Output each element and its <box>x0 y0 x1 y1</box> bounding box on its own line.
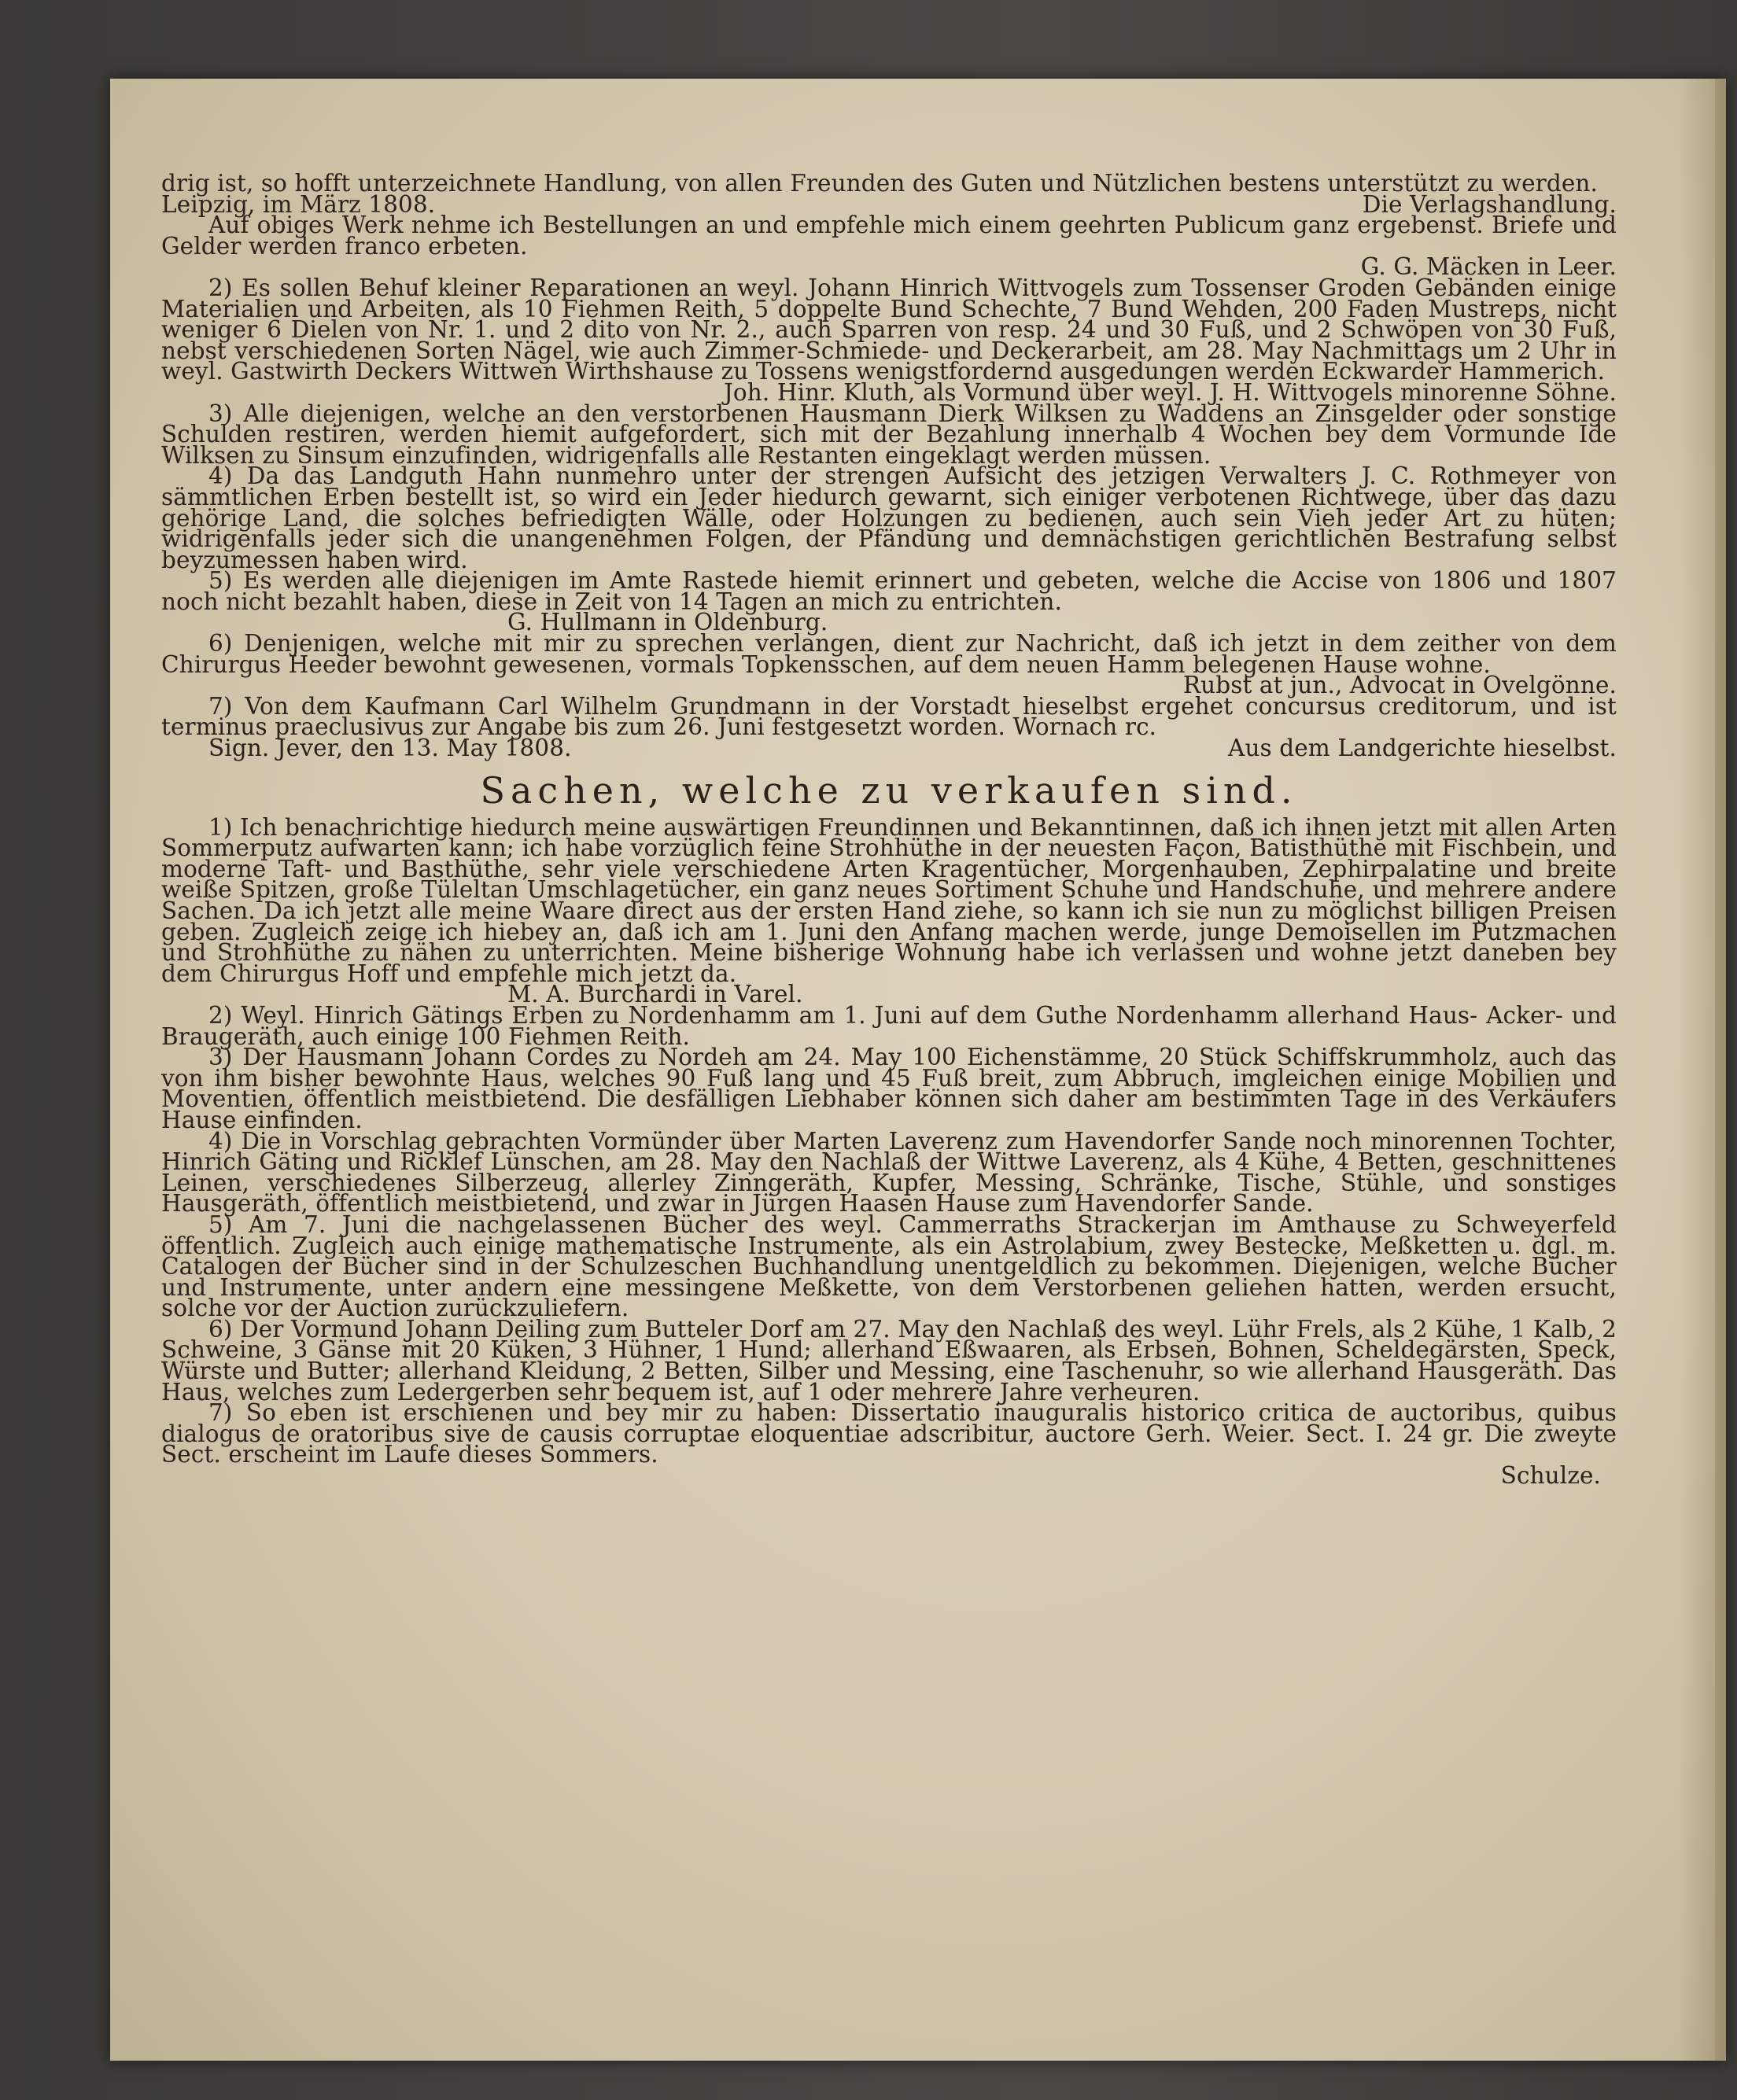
notice-7-signature: Aus dem Landgerichte hieselbst. <box>1228 735 1617 762</box>
intro-place-date: Leipzig, im März 1808. <box>161 190 436 218</box>
sale-3-text: 3) Der Hausmann Johann Cordes zu Nordeh am 24. May 100 Eichenstämme, 20 Stück Schiffskrummholz, auch das von ihm bisher bewohnte Haus, welches 90 Fuß lang und 45 Fuß breit, zum Abbruch, imgleichen einige Mobilien und Moventien, öffentlich meistbietend. Die desfälligen Liebhaber können sich daher am bestimmten Tage in des Verkäufers Hause einfinden. <box>161 1044 1617 1133</box>
intro-signature: Die Verlagshandlung. <box>1362 190 1617 218</box>
sale-7-text: 7) So eben ist erschienen und bey mir zu haben: Dissertatio inauguralis historico critica de auctoribus, quibus dialogus de oratoribus sive de causis corruptae eloquentiae adscribitur, auctore Gerh. Weier. Sect. I. 24 gr. Die zweyte Sect. erscheint im Laufe dieses Sommers. <box>161 1399 1617 1468</box>
notice-6-signature: Rubst at jun., Advocat in Ovelgönne. <box>1182 672 1617 699</box>
intro-offer-text: Auf obiges Werk nehme ich Bestellungen an und empfehle mich einem geehrten Publicum ganz ergebenst. Briefe und Gelder werden franco erbeten. <box>161 212 1617 260</box>
notice-6-text: 6) Denjenigen, welche mit mir zu sprechen verlangen, dient zur Nachricht, daß ich jetzt in dem zeither von dem Chirurgus Heeder bewohnt gewesenen, vormals Topkensschen, auf dem neuen Hamm belegenen Hause wohne. <box>161 630 1617 678</box>
notice-7-text: 7) Von dem Kaufmann Carl Wilhelm Grundmann in der Vorstadt hieselbst ergehet concursus creditorum, und ist terminus praeclusivus zur Angabe bis zum 26. Juni festgesetzt worden. Wornach rc. <box>161 692 1617 741</box>
sale-1-text: 1) Ich benachrichtige hiedurch meine auswärtigen Freundinnen und Bekanntinnen, daß ich ihnen jetzt mit allen Arten Sommerputz aufwarten kann; ich habe vorzüglich feine Strohhüthe in der neuesten Façon, Batisthüthe mit Fischbein, und moderne Taft- und Basthüthe, sehr viele verschiedene Arten Kragentücher, Morgenhauben, Zephirpalatine und breite weiße Spitzen, große Tüleltan Umschlagetücher, ein ganz neues Sortiment Schuhe und Handschuhe, und mehrere andere Sachen. Da ich jetzt alle meine Waare direct aus der ersten Hand ziehe, so kann ich sie nun zu möglichst billigen Preisen geben. Zugleich zeige ich hiebey an, daß ich am 1. Juni den Anfang machen werde, junge Demoisellen im Putzmachen und Strohhüthe zu nähen zu unterrichten. Meine bisherige Wohnung habe ich verlassen und wohne jetzt daneben bey dem Chirurgus Hoff und empfehle mich jetzt da. <box>161 813 1617 987</box>
section-heading: Sachen, welche zu verkaufen sind. <box>480 768 1298 812</box>
sale-2-text: 2) Weyl. Hinrich Gätings Erben zu Nordenhamm am 1. Juni auf dem Guthe Nordenhamm allerhand Haus- Acker- und Braugeräth, auch einige 100 Fiehmen Reith. <box>161 1001 1617 1050</box>
sale-4-text: 4) Die in Vorschlag gebrachten Vormünder über Marten Laverenz zum Havendorfer Sande noch minorennen Tochter, Hinrich Gäting und Ricklef Lünschen, am 28. May den Nachlaß der Wittwe Laverenz, als 4 Kühe, 4 Betten, geschnittenes Leinen, verschiedenes Silberzeug, allerley Zinngeräth, Kupfer, Messing, Schränke, Tische, Stühle, und sonstiges Hausgeräth, öffentlich meistbietend, und zwar in Jürgen Haasen Hause zum Havendorfer Sande. <box>161 1127 1617 1218</box>
notice-3-text: 3) Alle diejenigen, welche an den verstorbenen Hausmann Dierk Wilksen zu Waddens an Zinsgelder oder sonstige Schulden restiren, werden hiemit aufgefordert, sich mit der Bezahlung innerhalb 4 Wochen bey dem Vormunde Ide Wilksen zu Sinsum einzufinden, widrigenfalls alle Restanten eingeklagt werden müssen. <box>161 400 1617 469</box>
sale-6-text: 6) Der Vormund Johann Deiling zum Butteler Dorf am 27. May den Nachlaß des weyl. Lühr Frels, als 2 Kühe, 1 Kalb, 2 Schweine, 3 Gänse mit 20 Küken, 3 Hühner, 1 Hund; allerhand Eßwaaren, als Erbsen, Bohnen, Scheldegärsten, Speck, Würste und Butter; allerhand Kleidung, 2 Betten, Silber und Messing, eine Taschenuhr, so wie allerhand Hausgeräth. Das Haus, welches zum Ledergerben sehr bequem ist, auf 1 oder mehrere Jahre verheuren. <box>161 1315 1617 1406</box>
sale-1-signature: M. A. Burchardi in Varel. <box>507 981 803 1008</box>
page-text <box>161 170 1617 1490</box>
notice-4-text: 4) Da das Landguth Hahn nunmehro unter der strengen Aufsicht des jetzigen Verwalters J. C. Rothmeyer von sämmtlichen Erben bestellt ist, so wird ein Jeder hiedurch gewarnt, sich einiger verbotenen Richtwege, über das dazu gehörige Land, die solches befriedigten Wälle, oder Holzungen zu bedienen, auch sein Vieh jeder Art zu hüten; widrigenfalls jeder sich die unangenehmen Folgen, der Pfändung und demnächstigen gerichtlichen Bestrafung selbst beyzumessen haben wird. <box>161 462 1617 573</box>
notice-5-text: 5) Es werden alle diejenigen im Amte Rastede hiemit erinnert und gebeten, welche die Accise von 1806 und 1807 noch nicht bezahlt haben, diese in Zeit von 14 Tagen an mich zu entrichten. <box>161 567 1617 615</box>
notice-2-signature: Joh. Hinr. Kluth, als Vormund über weyl. J. H. Wittvogels minorenne Söhne. <box>723 378 1617 406</box>
notice-5-signature: G. Hullmann in Oldenburg. <box>507 609 828 636</box>
intro-offer-signature: G. G. Mäcken in Leer. <box>1360 253 1617 281</box>
notice-2-text: 2) Es sollen Behuf kleiner Reparationen an weyl. Johann Hinrich Wittvogels zum Tossenser Groden Gebänden einige Materialien und Arbeiten, als 10 Fiehmen Reith, 5 doppelte Bund Schechte, 7 Bund Wehden, 200 Faden Mustreps, nicht weniger 6 Dielen von Nr. 1. und 2 dito von Nr. 2., auch Sparren von resp. 24 und 30 Fuß, und 2 Schwöpen von 30 Fuß, nebst verschiedenen Sorten Nägel, wie auch Zimmer-Schmiede- und Deckerarbeit, am 28. May Nachmittags um 2 Uhr in weyl. Gastwirth Deckers Wittwen Wirthshause zu Tossens wenigstfordernd ausgedungen werden Eckwarder Hammerich. <box>161 274 1617 385</box>
notice-7-place-date: Sign. Jever, den 13. May 1808. <box>208 735 572 762</box>
sale-5-text: 5) Am 7. Juni die nachgelassenen Bücher des weyl. Cammerraths Strackerjan im Amthause zu Schweyerfeld öffentlich. Zugleich auch einige mathematische Instrumente, als ein Astrolabium, zwey Bestecke, Meßketten u. dgl. m. Catalogen der Bücher sind in der Schulzeschen Buchhandlung unentgeldlich zu bekommen. Diejenigen, welche Bücher und Instrumente, unter andern eine messingene Meßkette, von dem Verstorbenen geliehen hatten, werden ersucht, solche vor der Auction zurückzuliefern. <box>161 1210 1617 1322</box>
sale-7-signature: Schulze. <box>1500 1462 1601 1490</box>
intro-text: drig ist, so hofft unterzeichnete Handlung, von allen Freunden des Guten und Nützlichen bestens unterstützt zu werden. <box>161 170 1598 197</box>
notice-7-footer <box>161 735 1617 762</box>
